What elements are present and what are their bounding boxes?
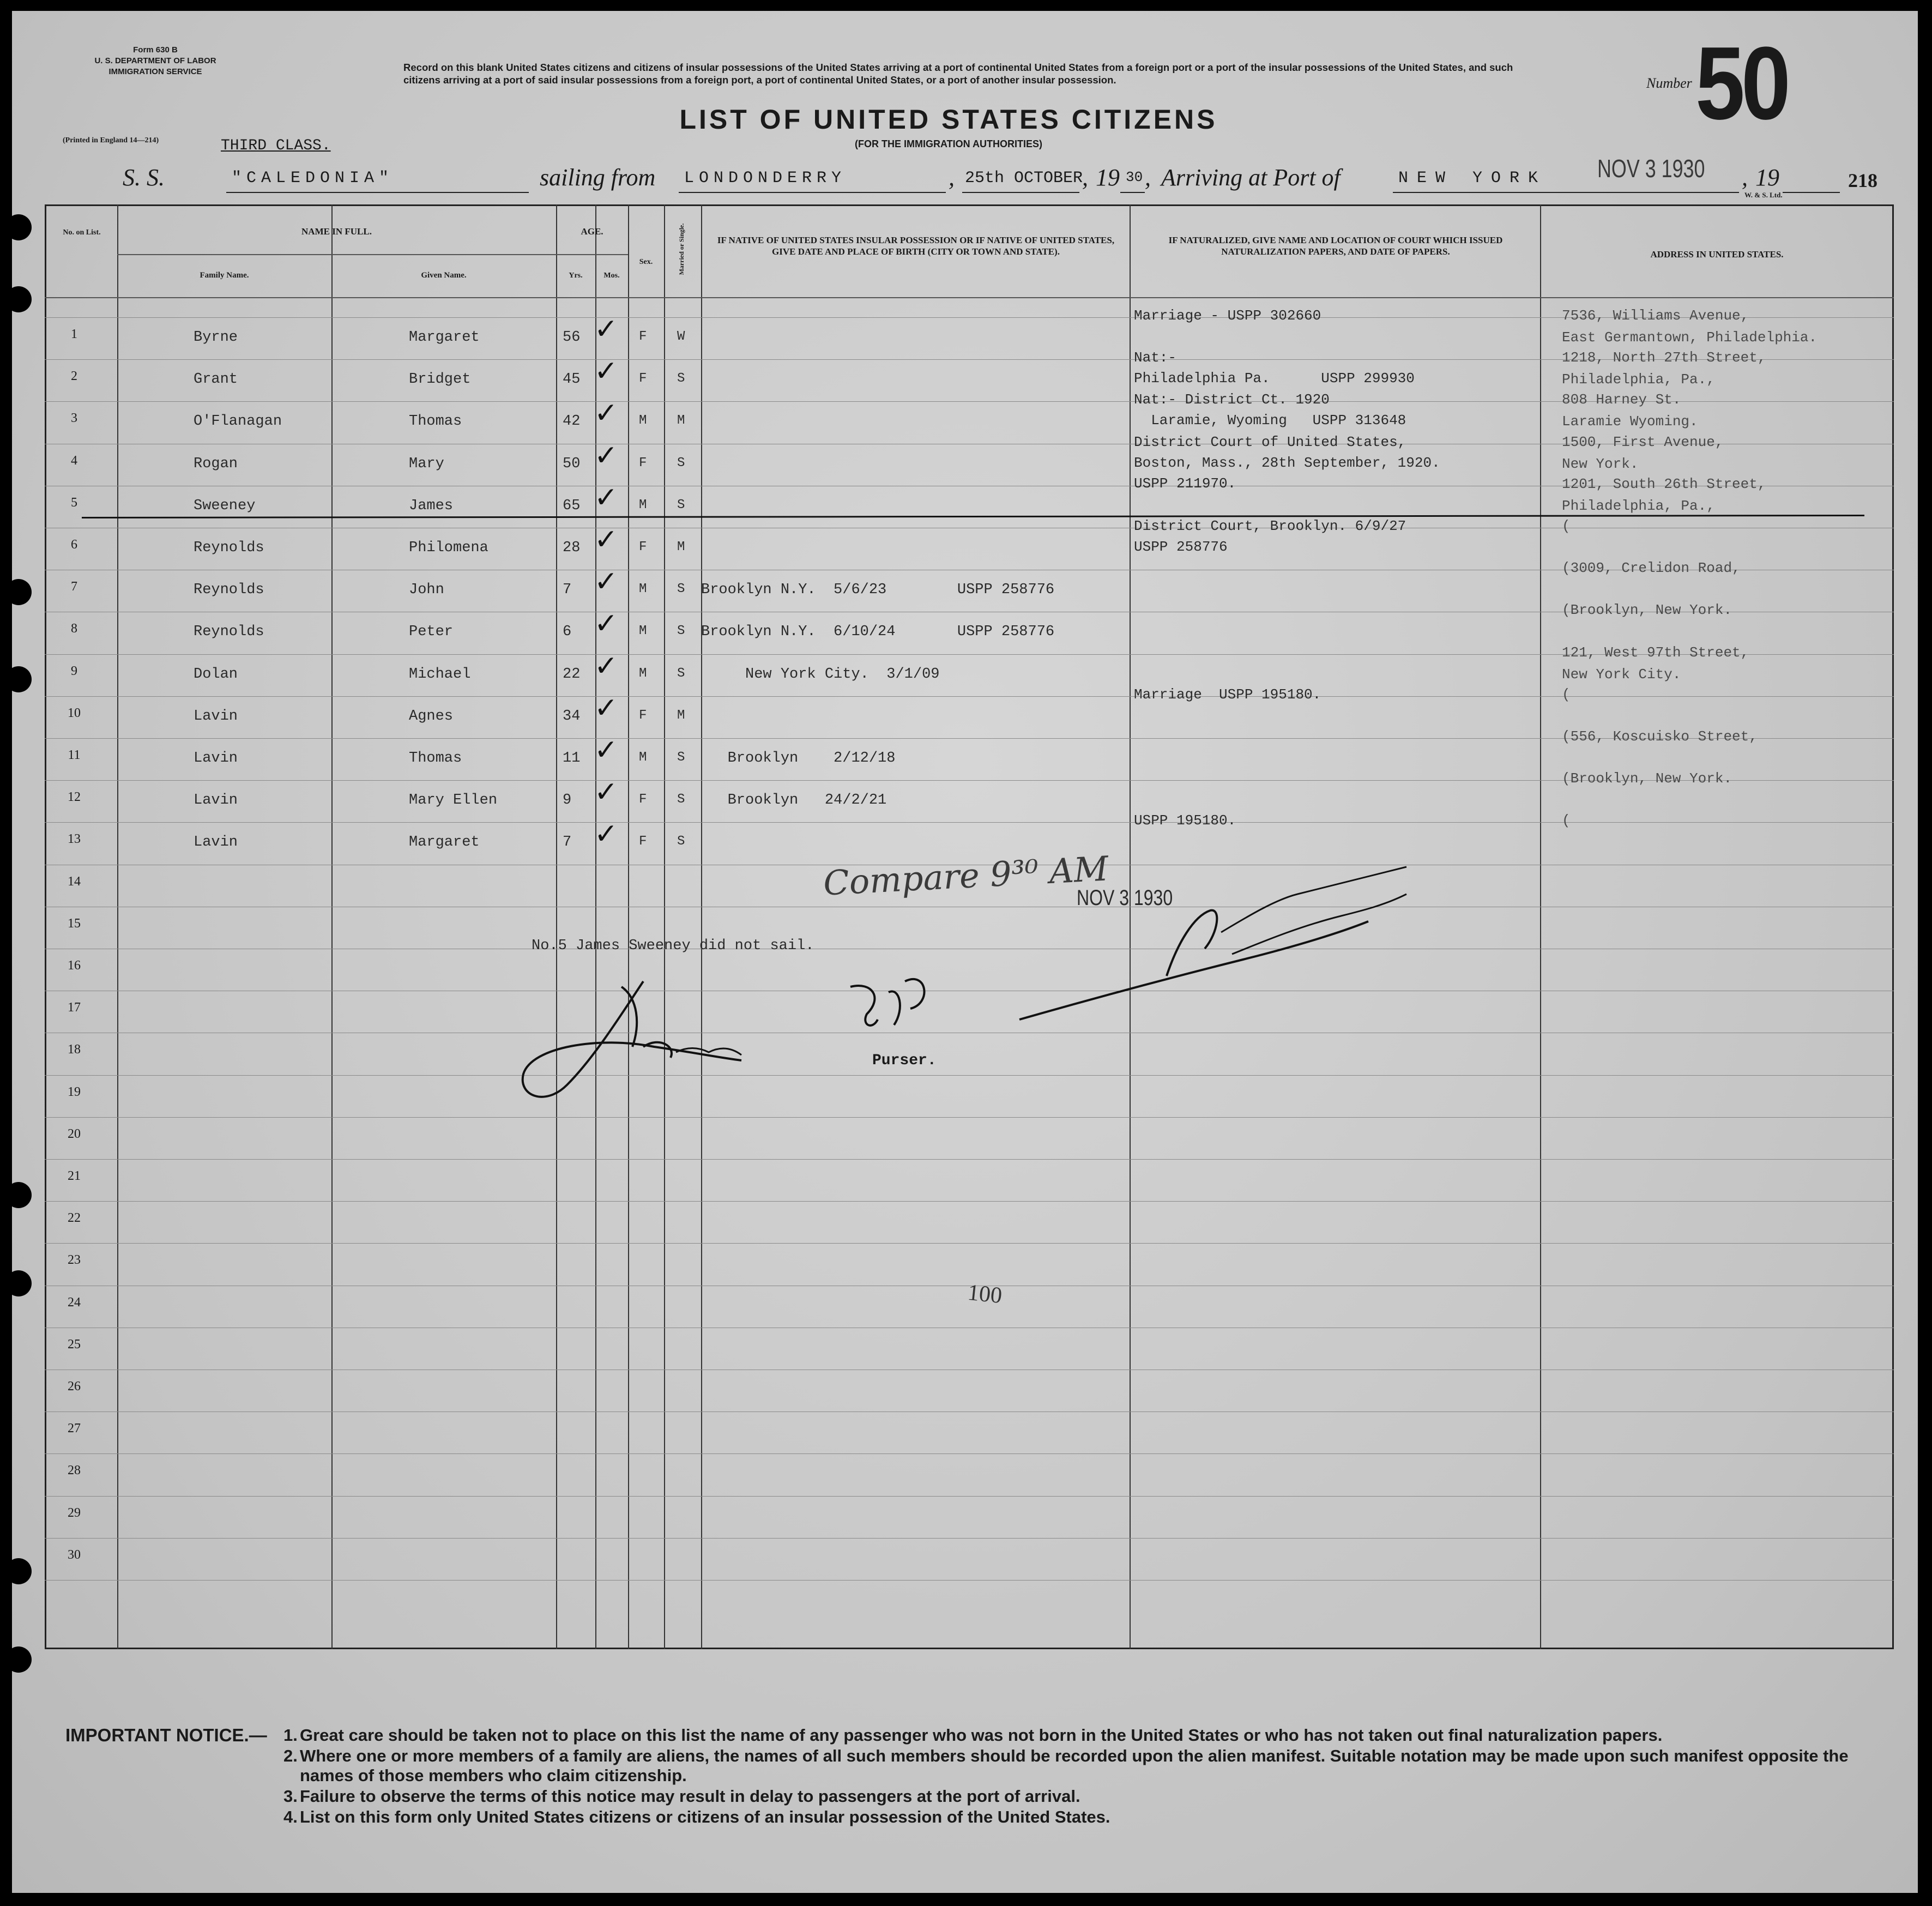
family-name: Dolan: [194, 666, 238, 683]
family-name: Grant: [194, 371, 238, 388]
row-number: 14: [68, 874, 81, 889]
row-number: 6: [71, 538, 77, 552]
sex-value: F: [639, 792, 647, 807]
binder-hole: [5, 1182, 32, 1208]
address-line: (: [1562, 686, 1571, 703]
row-number: 4: [71, 454, 77, 468]
sheet-number: 50: [1695, 26, 1787, 141]
family-name: Byrne: [194, 329, 238, 346]
check-mark: ✓: [594, 565, 618, 598]
purser-signature: [512, 965, 818, 1129]
sex-value: M: [639, 624, 647, 638]
marital-status: S: [677, 624, 685, 638]
number-label: Number: [1646, 75, 1692, 91]
given-name: Bridget: [409, 371, 471, 388]
naturalization-info: USPP 211970.: [1134, 475, 1236, 492]
age-years: 22: [563, 666, 581, 683]
ship-name: "CALEDONIA": [232, 169, 394, 188]
year-suffix: 30: [1126, 169, 1143, 185]
row-number: 16: [68, 958, 81, 973]
family-name: O'Flanagan: [194, 413, 282, 430]
given-name: Michael: [409, 666, 471, 683]
naturalization-info: Laramie, Wyoming USPP 313648: [1134, 412, 1406, 429]
row-number: 5: [71, 496, 77, 510]
port-to: NEW YORK: [1398, 169, 1547, 188]
binder-hole: [5, 1558, 32, 1584]
naturalization-info: Nat:- District Ct. 1920: [1134, 391, 1330, 408]
row-number: 28: [68, 1463, 81, 1477]
row-rule: [45, 1538, 1894, 1539]
header-yrs: Yrs.: [569, 272, 583, 280]
reference-number: 100: [966, 1280, 1004, 1309]
row-number: 10: [68, 706, 81, 720]
form-code: 218: [1848, 170, 1877, 191]
check-mark: ✓: [594, 818, 618, 851]
family-name: Reynolds: [194, 540, 264, 556]
compare-date-stamp: NOV 3 1930: [1077, 886, 1173, 910]
header-sex: Sex.: [639, 258, 653, 266]
check-mark: ✓: [594, 355, 618, 388]
port-from: LONDONDERRY: [684, 169, 847, 188]
age-years: 28: [563, 540, 581, 556]
given-name: Thomas: [409, 413, 462, 430]
binder-hole: [5, 1270, 32, 1296]
row-number: 26: [68, 1379, 81, 1394]
voyage-line: S. S. "CALEDONIA" sailing from LONDONDERRY , 25th OCTOBER , 19 30 , Arriving at Port of NEW YORK , 19: [123, 164, 1758, 196]
naturalization-info: Marriage - USPP 302660: [1134, 307, 1321, 324]
marital-status: M: [677, 540, 685, 554]
row-number: 15: [68, 916, 81, 931]
department-name: U. S. DEPARTMENT OF LABOR: [94, 56, 216, 65]
address-line: Philadelphia, Pa.,: [1562, 498, 1715, 514]
check-mark: ✓: [594, 692, 618, 725]
header-family-name: Family Name.: [200, 271, 249, 280]
address-line: 1500, First Avenue,: [1562, 434, 1724, 450]
sex-value: M: [639, 666, 647, 681]
row-rule: [45, 1201, 1894, 1202]
sex-value: M: [639, 750, 647, 765]
given-name: Philomena: [409, 540, 488, 556]
row-rule: [45, 1496, 1894, 1497]
notice-item: 3. Failure to observe the terms of this notice may result in delay to passengers at the port of arrival.: [283, 1787, 1080, 1806]
marital-status: S: [677, 582, 685, 596]
sex-value: M: [639, 582, 647, 596]
naturalization-info: Nat:-: [1134, 349, 1177, 366]
family-name: Rogan: [194, 456, 238, 472]
binder-hole: [5, 579, 32, 605]
family-name: Lavin: [194, 834, 238, 851]
address-line: East Germantown, Philadelphia.: [1562, 329, 1818, 346]
age-years: 42: [563, 413, 581, 430]
header-naturalized-info: IF NATURALIZED, GIVE NAME AND LOCATION OF COURT WHICH ISSUED NATURALIZATION PAPERS, AND DATE OF PAPERS.: [1168, 235, 1503, 257]
marital-status: W: [677, 329, 685, 344]
naturalization-info: USPP 195180.: [1134, 812, 1236, 829]
header-address: ADDRESS IN UNITED STATES.: [1650, 249, 1784, 260]
row-number: 30: [68, 1548, 81, 1562]
printer-mark: W. & S. Ltd.: [1744, 191, 1783, 199]
header-age: AGE.: [581, 226, 603, 237]
naturalization-info: Philadelphia Pa. USPP 299930: [1134, 370, 1415, 387]
naturalization-info: District Court of United States,: [1134, 434, 1406, 450]
marital-status: S: [677, 456, 685, 471]
address-line: (: [1562, 812, 1571, 829]
row-number: 20: [68, 1127, 81, 1141]
family-name: Lavin: [194, 792, 238, 809]
binder-hole: [5, 286, 32, 312]
given-name: Agnes: [409, 708, 454, 725]
row-rule: [45, 1453, 1894, 1454]
family-name: Lavin: [194, 708, 238, 725]
age-years: 9: [563, 792, 572, 809]
row-number: 23: [68, 1253, 81, 1267]
check-mark: ✓: [594, 607, 618, 640]
age-years: 45: [563, 371, 581, 388]
row-number: 1: [71, 327, 77, 341]
age-years: 7: [563, 834, 572, 851]
arrival-stamp: NOV 3 1930: [1597, 154, 1705, 183]
page-title: LIST OF UNITED STATES CITIZENS: [679, 104, 1218, 135]
sex-value: M: [639, 413, 647, 428]
printed-note: (Printed in England 14—214): [63, 136, 159, 144]
sex-value: F: [639, 540, 647, 554]
sex-value: F: [639, 329, 647, 344]
marital-status: S: [677, 498, 685, 512]
check-mark: ✓: [594, 523, 618, 556]
age-years: 11: [563, 750, 581, 767]
sailing-date: 25th OCTOBER: [965, 169, 1083, 188]
address-line: (Brooklyn, New York.: [1562, 602, 1732, 618]
address-line: (556, Koscuisko Street,: [1562, 728, 1758, 745]
compare-stamp: Compare 9³⁰ AM: [822, 848, 1109, 903]
address-line: (Brooklyn, New York.: [1562, 770, 1732, 787]
notice-item: 1. Great care should be taken not to place on this list the name of any passenger who was not born in the United States or who has not taken out final naturalization papers.: [283, 1726, 1663, 1745]
notice-item: 4. List on this form only United States citizens or citizens of an insular possession of the United States.: [283, 1807, 1110, 1826]
marital-status: S: [677, 666, 685, 681]
row-rule: [45, 1117, 1894, 1118]
row-number: 8: [71, 622, 77, 636]
family-name: Reynolds: [194, 582, 264, 598]
row-number: 24: [68, 1295, 81, 1310]
row-number: 18: [68, 1042, 81, 1057]
form-identifier: [65, 45, 245, 77]
form-number: Form 630 B: [133, 45, 178, 55]
sex-value: F: [639, 708, 647, 723]
given-name: Mary: [409, 456, 444, 472]
birth-info: New York City. 3/1/09: [701, 666, 940, 683]
notice-label: IMPORTANT NOTICE.—: [65, 1725, 267, 1745]
row-number: 13: [68, 832, 81, 846]
birth-info: Brooklyn 24/2/21: [701, 792, 887, 809]
check-mark: ✓: [594, 313, 618, 346]
family-name: Lavin: [194, 750, 238, 767]
naturalization-info: USPP 258776: [1134, 539, 1228, 555]
address-line: Laramie Wyoming.: [1562, 413, 1698, 430]
header-married-single: Married or Single.: [678, 223, 685, 275]
year-label: 19: [1755, 164, 1779, 191]
birth-info: Brooklyn N.Y. 5/6/23 USPP 258776: [701, 582, 1055, 598]
marital-status: S: [677, 792, 685, 807]
row-number: 2: [71, 369, 77, 383]
header-no-on-list: No. on List.: [63, 228, 101, 237]
header-given-name: Given Name.: [421, 271, 467, 280]
row-rule: [45, 1159, 1894, 1160]
naturalization-info: District Court, Brooklyn. 6/9/27: [1134, 518, 1406, 534]
address-line: 121, West 97th Street,: [1562, 644, 1749, 661]
notice-item: 2. Where one or more members of a family are aliens, the names of all such members should be recorded upon the alien manifest. Suitable notation may be made upon such manifest opposite the names of those members who claim citizenship.: [283, 1746, 1849, 1785]
purser-initials: [840, 970, 938, 1047]
check-mark: ✓: [594, 776, 618, 809]
header-name-in-full: NAME IN FULL.: [301, 226, 372, 237]
row-rule: [45, 1580, 1894, 1581]
age-years: 34: [563, 708, 581, 725]
check-mark: ✓: [594, 481, 618, 514]
birth-info: Brooklyn 2/12/18: [701, 750, 896, 767]
naturalization-info: Marriage USPP 195180.: [1134, 686, 1321, 703]
row-number: 29: [68, 1506, 81, 1520]
marital-status: S: [677, 750, 685, 765]
age-years: 7: [563, 582, 572, 598]
age-years: 50: [563, 456, 581, 472]
address-line: New York.: [1562, 456, 1639, 472]
naturalization-info: Boston, Mass., 28th September, 1920.: [1134, 455, 1440, 471]
row-number: 9: [71, 664, 77, 678]
sailing-from-label: sailing from: [540, 164, 656, 191]
binder-hole: [5, 1646, 32, 1673]
sex-value: F: [639, 834, 647, 849]
address-line: 1218, North 27th Street,: [1562, 349, 1766, 366]
check-mark: ✓: [594, 650, 618, 683]
binder-hole: [5, 666, 32, 692]
class-label: THIRD CLASS.: [221, 137, 331, 154]
address-line: Philadelphia, Pa.,: [1562, 371, 1715, 388]
given-name: Peter: [409, 624, 454, 640]
row-rule: [45, 1243, 1894, 1244]
header-mos: Mos.: [603, 272, 620, 280]
given-name: Thomas: [409, 750, 462, 767]
marital-status: M: [677, 413, 685, 428]
birth-info: Brooklyn N.Y. 6/10/24 USPP 258776: [701, 624, 1055, 640]
inspector-signature: [1014, 851, 1423, 1025]
page-subtitle: (FOR THE IMMIGRATION AUTHORITIES): [855, 138, 1042, 149]
arriving-label: Arriving at Port of: [1161, 164, 1341, 191]
family-name: Sweeney: [194, 498, 256, 514]
header-native-info: IF NATIVE OF UNITED STATES INSULAR POSSESSION OR IF NATIVE OF UNITED STATES, GIVE DATE AND PLACE OF BIRTH (CITY OR TOWN AND STATE).: [717, 235, 1115, 257]
row-number: 19: [68, 1085, 81, 1099]
marital-status: S: [677, 834, 685, 849]
given-name: James: [409, 498, 454, 514]
check-mark: ✓: [594, 439, 618, 472]
sex-value: F: [639, 371, 647, 386]
given-name: Mary Ellen: [409, 792, 498, 809]
given-name: Margaret: [409, 329, 480, 346]
year-prefix: 19: [1096, 164, 1120, 191]
ss-label: S. S.: [123, 164, 165, 191]
address-line: (: [1562, 518, 1571, 534]
row-rule: [45, 696, 1894, 697]
row-number: 17: [68, 1000, 81, 1015]
check-mark: ✓: [594, 397, 618, 430]
given-name: John: [409, 582, 444, 598]
no5-note: No.5 James Sweeney did not sail.: [532, 938, 814, 954]
age-years: 56: [563, 329, 581, 346]
service-name: IMMIGRATION SERVICE: [108, 67, 202, 76]
row-number: 3: [71, 411, 77, 425]
address-line: (3009, Crelidon Road,: [1562, 560, 1741, 576]
sex-value: F: [639, 456, 647, 471]
row-rule: [45, 822, 1894, 823]
row-number: 21: [68, 1169, 81, 1183]
binder-hole: [5, 214, 32, 240]
row-number: 27: [68, 1421, 81, 1435]
row-number: 11: [68, 748, 81, 762]
row-number: 12: [68, 790, 81, 804]
preamble-text: Record on this blank United States citizens and citizens of insular possessions of the United States arriving at a port of continental United States from a foreign port or a port of the insular possessions of the United States, and such citizens arriving at a port of said insular possessions from a foreign port, a port of continental United States, or a port of another insular possession.: [403, 62, 1513, 86]
purser-label: Purser.: [872, 1052, 937, 1069]
sex-value: M: [639, 498, 647, 512]
address-line: 7536, Williams Avenue,: [1562, 307, 1749, 324]
row-number: 25: [68, 1337, 81, 1352]
row-number: 22: [68, 1211, 81, 1225]
check-mark: ✓: [594, 734, 618, 767]
row-number: 7: [71, 580, 77, 594]
marital-status: S: [677, 371, 685, 386]
age-years: 65: [563, 498, 581, 514]
address-line: New York City.: [1562, 666, 1681, 683]
row-rule: [45, 1075, 1894, 1076]
marital-status: M: [677, 708, 685, 723]
given-name: Margaret: [409, 834, 480, 851]
family-name: Reynolds: [194, 624, 264, 640]
address-line: 808 Harney St.: [1562, 391, 1681, 408]
address-line: 1201, South 26th Street,: [1562, 476, 1766, 492]
age-years: 6: [563, 624, 572, 640]
